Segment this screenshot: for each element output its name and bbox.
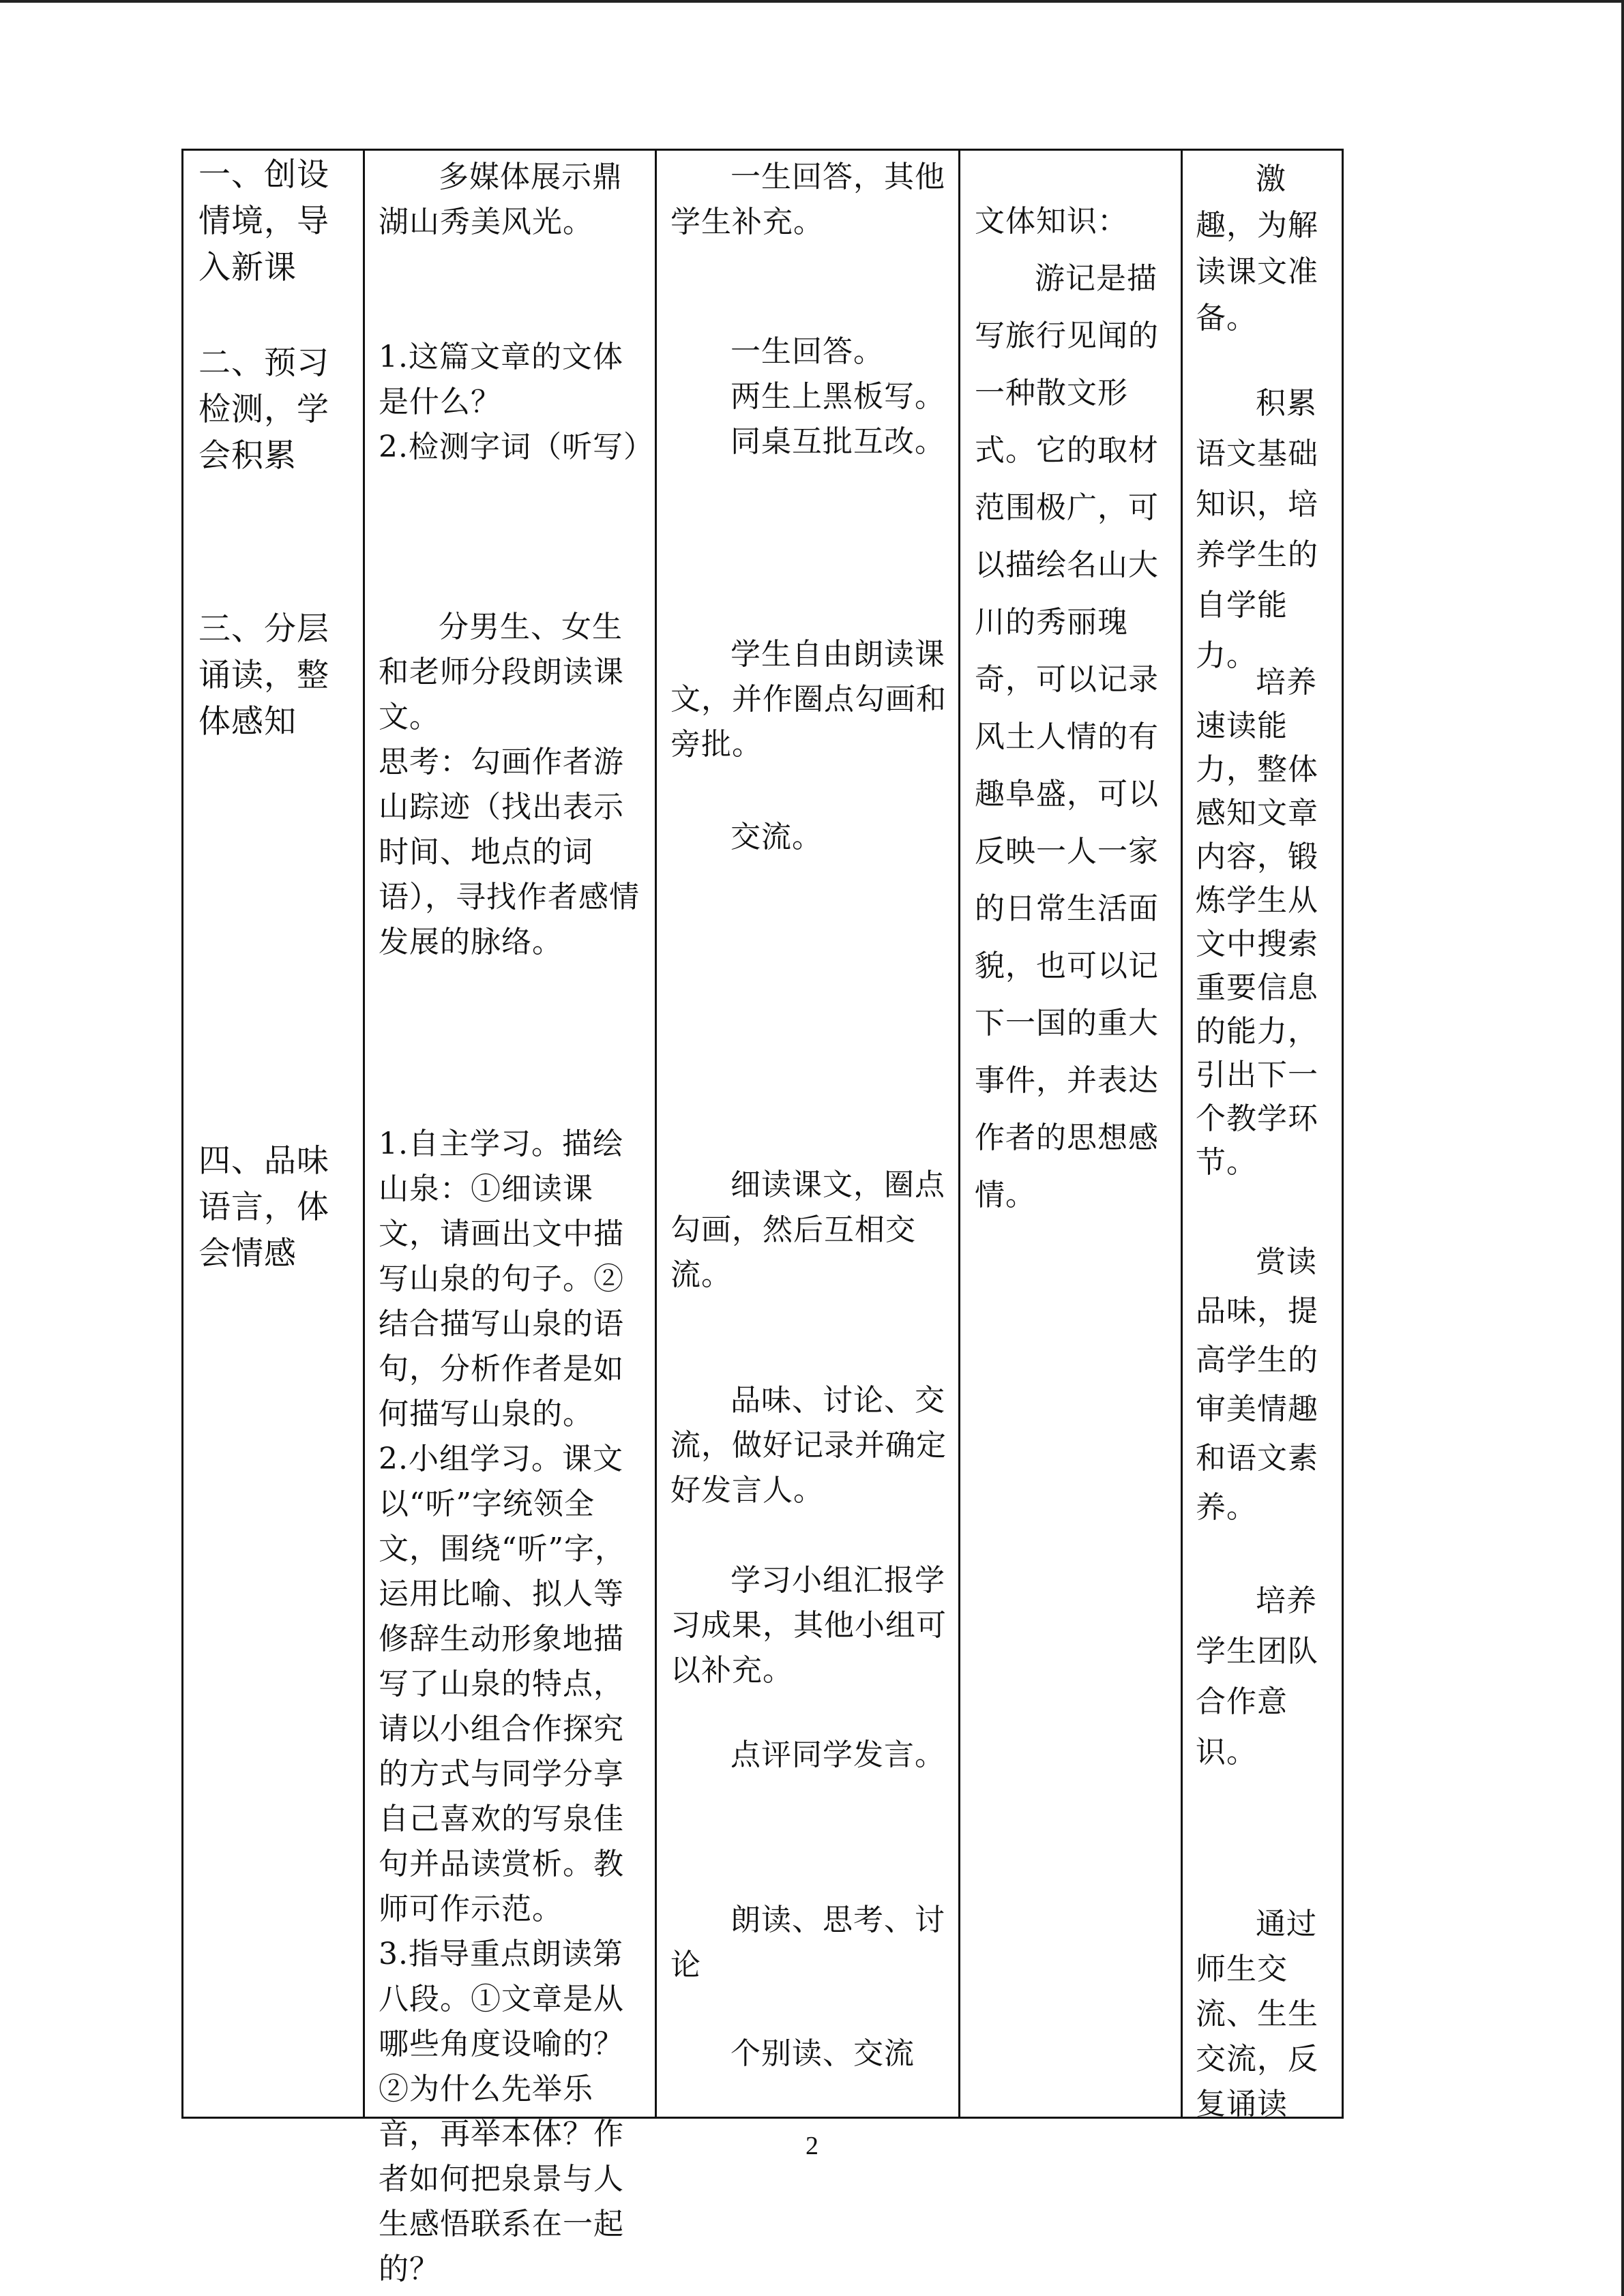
student-text: 个别读、交流 xyxy=(730,2036,915,2071)
column-divider xyxy=(655,151,657,2117)
stage-appreciation xyxy=(198,1138,359,1277)
teacher-activity-appreciation xyxy=(379,1122,645,2292)
teacher-text: 思考：勾画作者游山踪迹（找出表示时间、地点的词语），寻找作者感情发展的脉络。 xyxy=(379,745,640,959)
genre-knowledge xyxy=(975,193,1174,1224)
design-intent-3 xyxy=(1196,661,1333,1184)
intent-text: 培养速读能力，整体感知文章内容，锻炼学生从文中搜索重要信息的能力，引出下一个教学环节。 xyxy=(1196,665,1318,1180)
teacher-text: 1.自主学习。描绘山泉：①细读课文，请画出文中描写山泉的句子。②结合描写山泉的语句，分析作者是如何描写山泉的。 xyxy=(379,1127,624,1431)
student-text: 点评同学发言。 xyxy=(730,1738,945,1772)
teacher-activity-intro xyxy=(379,155,645,245)
intent-text: 激趣，为解读课文准备。 xyxy=(1196,162,1318,336)
student-text: 一生回答，其他学生补充。 xyxy=(670,160,945,239)
student-activity-read-think xyxy=(670,1898,949,1988)
stage-preview xyxy=(198,340,359,479)
design-intent-2 xyxy=(1196,378,1333,681)
teacher-activity-preview xyxy=(379,335,654,470)
teacher-text: 3.指导重点朗读第八段。①文章是从哪些角度设喻的？②为什么先举乐音，再举本体？作者如何把泉景与人生感悟联系在一起的？ xyxy=(379,1937,624,2286)
design-intent-5 xyxy=(1196,1576,1333,1778)
student-text: 品味、讨论、交流，做好记录并确定好发言人。 xyxy=(670,1383,947,1508)
student-activity-individual xyxy=(670,2031,949,2076)
intent-text: 赏读品味，提高学生的审美情趣和语文素养。 xyxy=(1196,1244,1318,1525)
design-intent-6 xyxy=(1196,1902,1333,2127)
student-text: 同桌互批互改。 xyxy=(730,424,945,459)
knowledge-body: 游记是描写旅行见闻的一种散文形式。它的取材范围极广，可以描绘名山大川的秀丽瑰奇，可以记录风土人情的有趣阜盛，可以反映一人一家的日常生活面貌，也可以记下一国的重大事件，并表达作者的思想感情。 xyxy=(975,261,1159,1212)
student-activity-reading xyxy=(670,632,949,767)
student-activity-intro xyxy=(670,155,949,245)
intent-text: 积累语文基础知识，培养学生的自学能力。 xyxy=(1196,386,1318,673)
teacher-text: 多媒体展示鼎湖山秀美风光。 xyxy=(379,160,623,239)
student-activity-report xyxy=(670,1558,949,1693)
page-number: 2 xyxy=(806,2132,818,2160)
teacher-text: 分男生、女生和老师分段朗读课文。 xyxy=(379,610,624,734)
student-activity-exchange xyxy=(670,815,949,860)
page-right-border xyxy=(1621,0,1624,2296)
intent-text: 通过师生交流、生生交流，反复诵读 xyxy=(1196,1907,1318,2121)
student-activity-comment xyxy=(670,1733,949,1778)
teacher-text: 2.小组学习。课文以“听”字统领全文，围绕“听”字，运用比喻、拟人等修辞生动形象地描写了山泉的特点，请以小组合作探究的方式与同学分享自己喜欢的写泉佳句并品读赏析。教师可作示范。 xyxy=(379,1442,625,1926)
stage-label: 一、创设情境，导入新课 xyxy=(198,156,329,286)
column-divider xyxy=(363,151,365,2117)
stage-reading xyxy=(198,606,359,745)
page-top-border xyxy=(0,0,1624,3)
student-text: 两生上黑板写。 xyxy=(730,379,945,414)
student-text: 交流。 xyxy=(730,820,823,854)
student-activity-preview xyxy=(670,329,949,464)
column-divider xyxy=(1181,151,1183,2117)
student-text: 细读课文，圈点勾画，然后互相交流。 xyxy=(670,1167,945,1292)
intent-text: 培养学生团队合作意识。 xyxy=(1196,1583,1318,1770)
student-activity-close-reading xyxy=(670,1163,949,1298)
student-activity-discussion xyxy=(670,1378,949,1513)
student-text: 一生回答。 xyxy=(730,334,884,369)
teacher-text: 1.这篇文章的文体是什么？ xyxy=(379,340,623,419)
design-intent-4 xyxy=(1196,1238,1333,1532)
teacher-text: 2.检测字词（听写） xyxy=(379,430,654,464)
student-text: 学生自由朗读课文，并作圈点勾画和旁批。 xyxy=(670,637,947,762)
teacher-activity-reading xyxy=(379,605,645,965)
student-text: 学习小组汇报学习成果，其他小组可以补充。 xyxy=(670,1563,947,1688)
stage-intro xyxy=(198,152,359,291)
stage-label: 二、预习检测，学会积累 xyxy=(198,344,329,475)
design-intent-1 xyxy=(1196,156,1333,342)
stage-label: 四、品味语言，体会情感 xyxy=(198,1142,329,1272)
student-text: 朗读、思考、讨论 xyxy=(670,1903,945,1982)
lesson-plan-table xyxy=(181,149,1344,2286)
knowledge-title: 文体知识： xyxy=(975,204,1128,239)
column-divider xyxy=(958,151,960,2117)
stage-label: 三、分层诵读，整体感知 xyxy=(198,610,329,741)
